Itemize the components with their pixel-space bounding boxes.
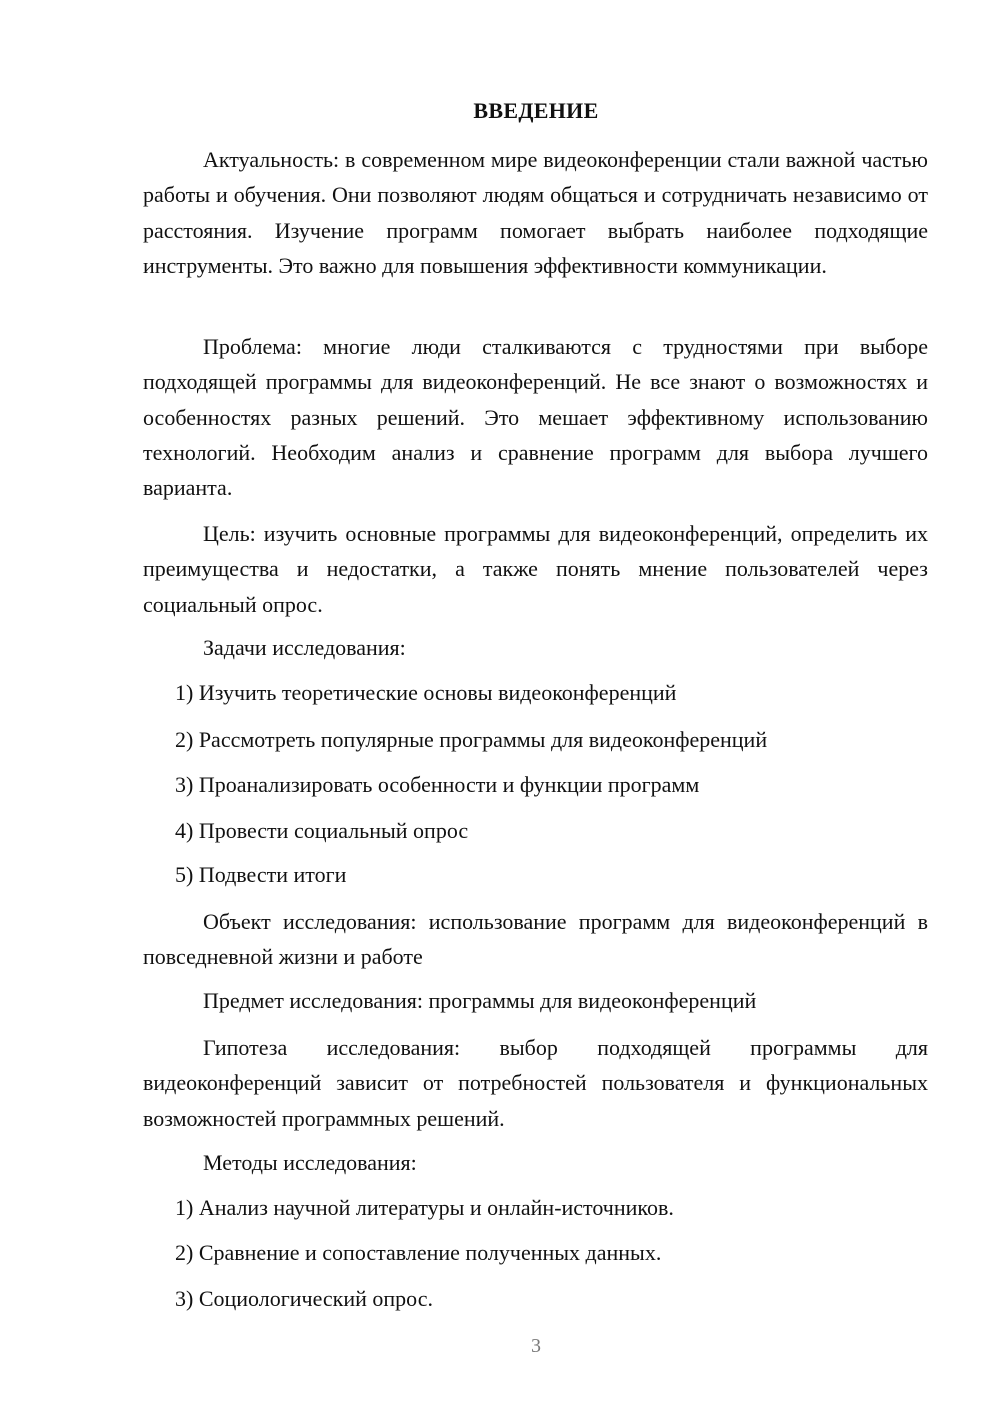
tasks-heading: Задачи исследования: — [203, 635, 406, 660]
section-title: ВВЕДЕНИЕ — [473, 98, 599, 123]
object-paragraph: Объект исследования: использование программ для видеоконференций в повседневной жизни и работе — [143, 909, 928, 970]
relevance-paragraph: Актуальность: в современном мире видеоконференции стали важной частью работы и обучения. Они позволяют людям общаться и сотрудничать независимо от расстояния. Изучение программ помогает выбрать наиболее подходящие инструменты. Это важно для повышения эффективности коммуникации. — [143, 147, 928, 278]
method-item: 3) Социологический опрос. — [175, 1286, 433, 1311]
methods-heading: Методы исследования: — [203, 1150, 417, 1175]
task-item: 4) Провести социальный опрос — [175, 818, 469, 843]
goal-paragraph: Цель: изучить основные программы для видеоконференций, определить их преимущества и недостатки, а также понять мнение пользователей через социальный опрос. — [143, 521, 928, 617]
problem-paragraph: Проблема: многие люди сталкиваются с трудностями при выборе подходящей программы для видеоконференций. Не все знают о возможностях и особенностях разных решений. Это мешает эффективному использованию технологий. Необходим анализ и сравнение программ для выбора лучшего варианта. — [143, 334, 928, 501]
task-item: 1) Изучить теоретические основы видеоконференций — [175, 680, 677, 705]
task-item: 2) Рассмотреть популярные программы для видеоконференций — [175, 727, 768, 752]
method-item: 2) Сравнение и сопоставление полученных данных. — [175, 1240, 662, 1265]
task-item: 3) Проанализировать особенности и функции программ — [175, 772, 700, 797]
subject-paragraph: Предмет исследования: программы для видеоконференций — [203, 988, 757, 1013]
page-number: 3 — [531, 1335, 541, 1357]
task-item: 5) Подвести итоги — [175, 862, 347, 887]
method-item: 1) Анализ научной литературы и онлайн-источников. — [175, 1195, 674, 1220]
hypothesis-paragraph: Гипотеза исследования: выбор подходящей программы для видеоконференций зависит от потребностей пользователя и функциональных возможностей программных решений. — [143, 1035, 928, 1131]
